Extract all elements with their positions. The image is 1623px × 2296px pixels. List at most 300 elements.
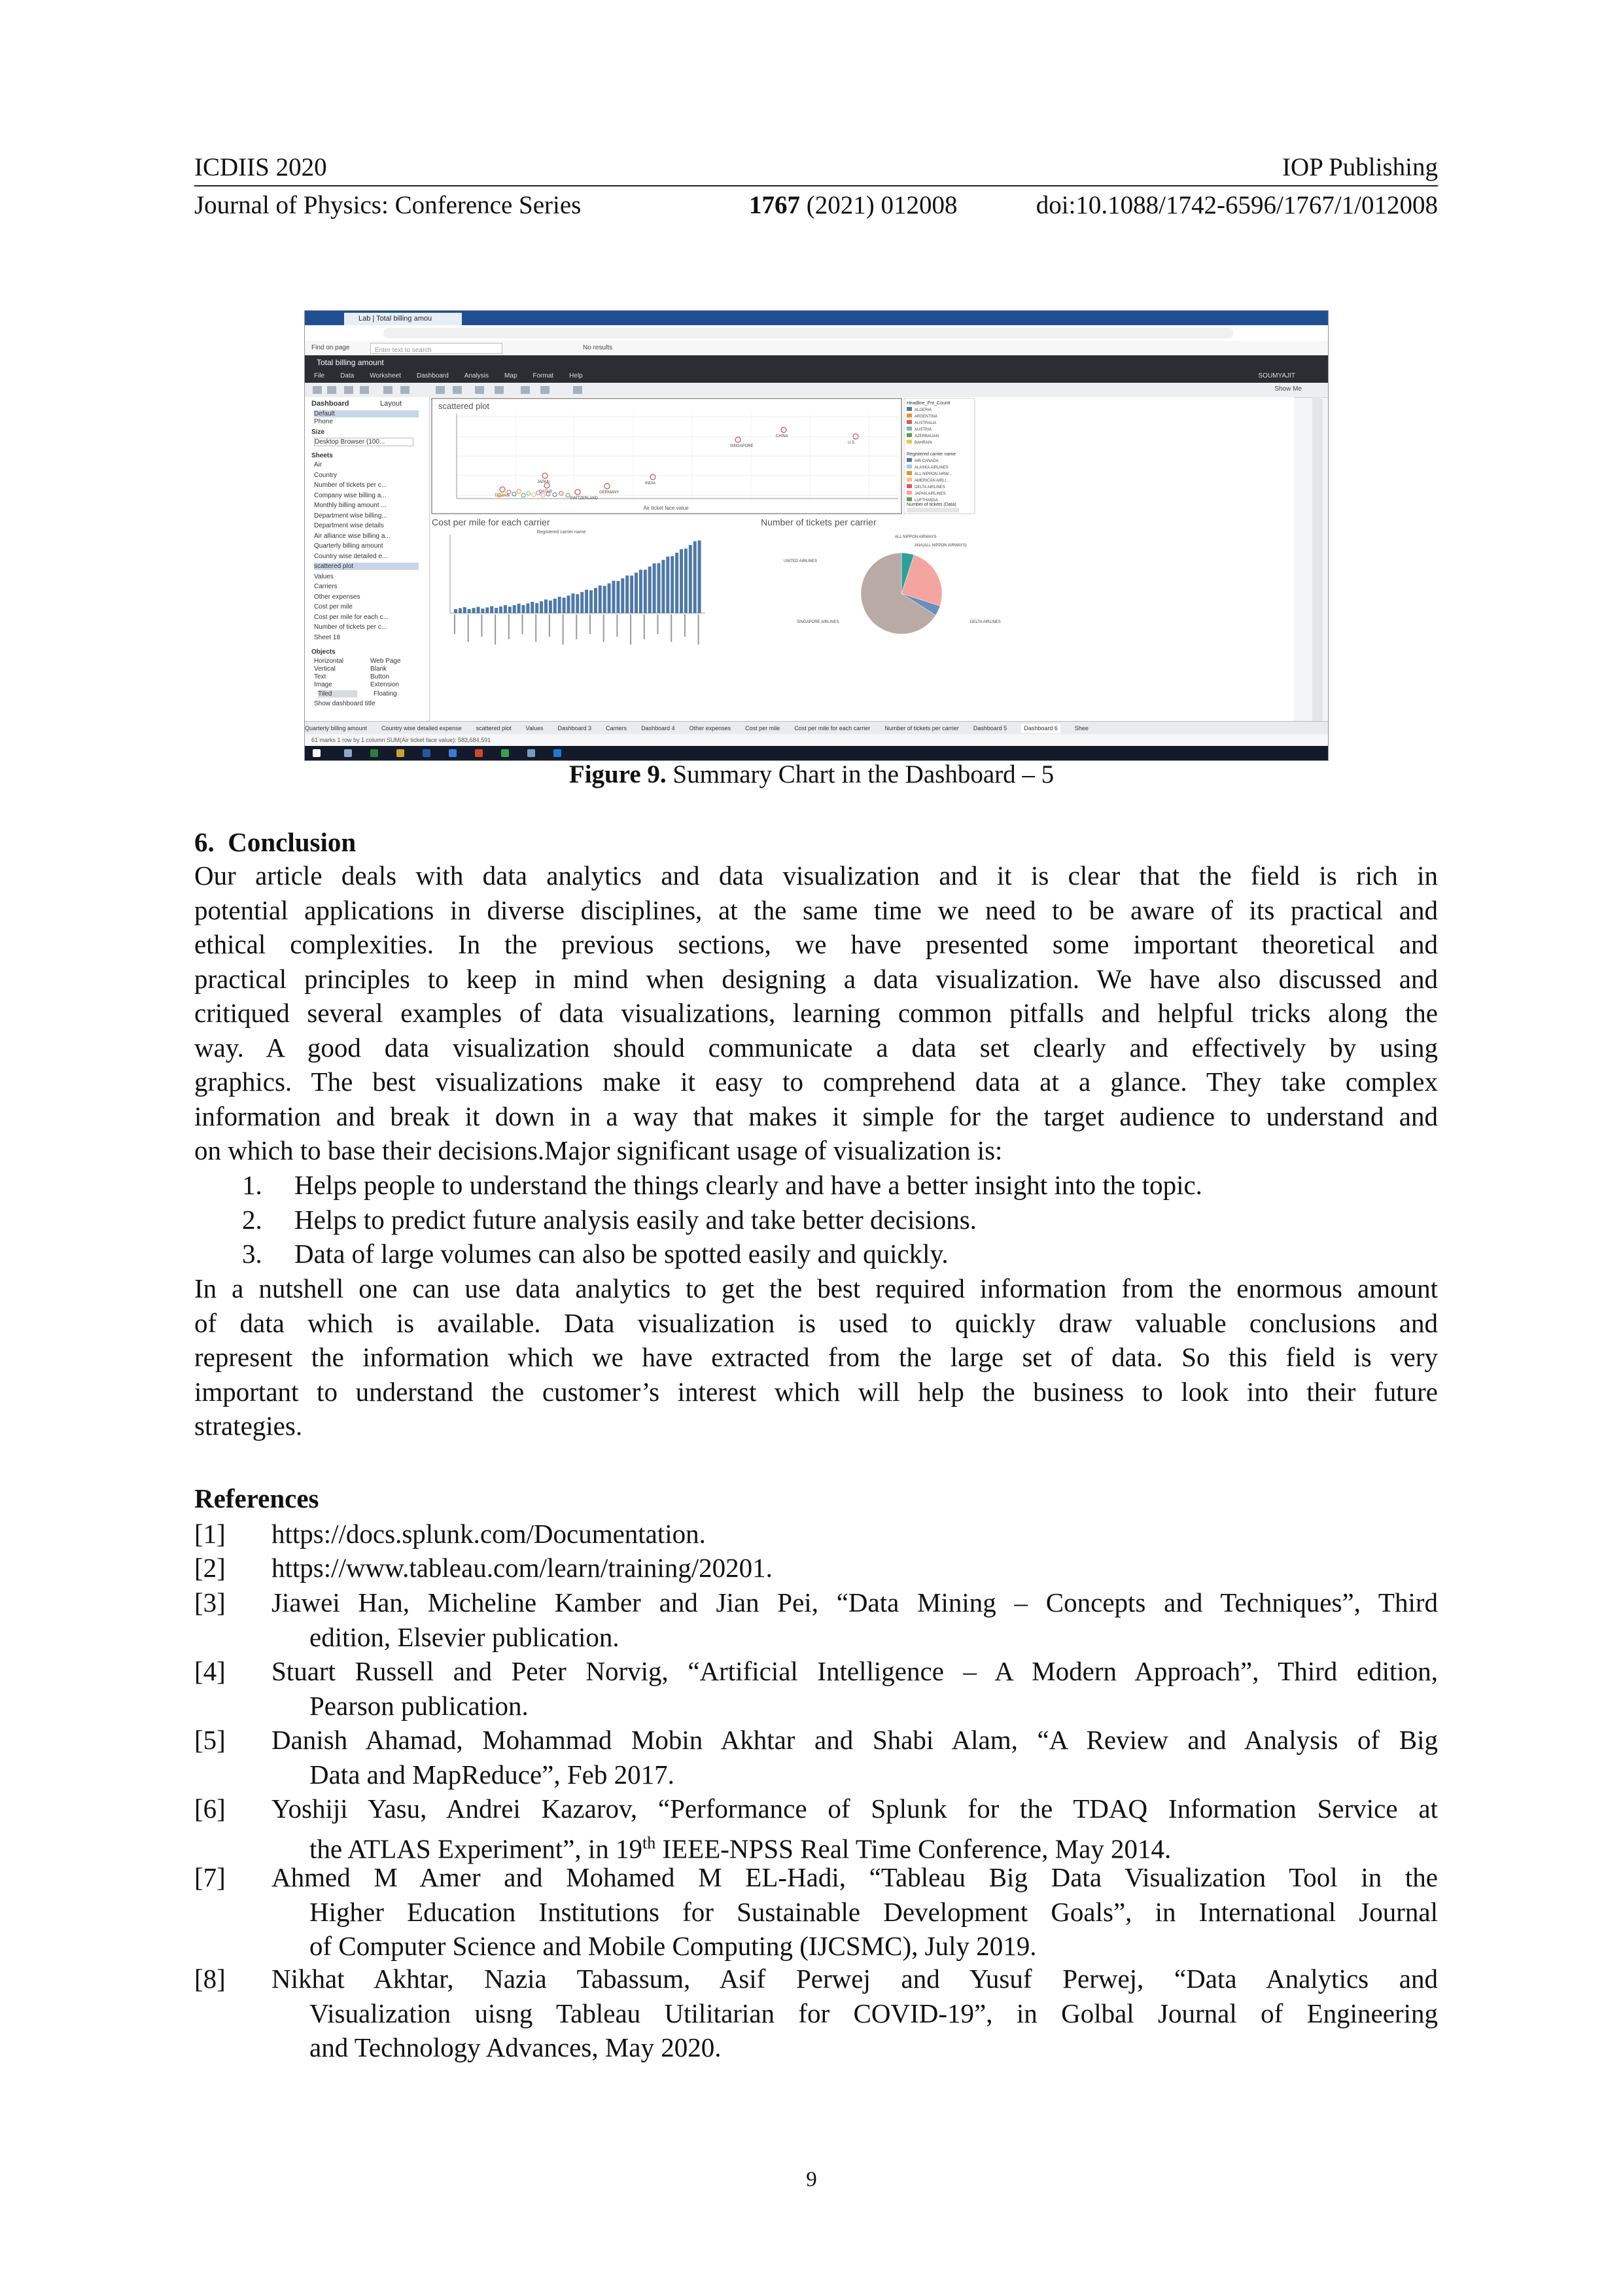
bar (671, 556, 674, 613)
reference-line (271, 1689, 1438, 1723)
sheet-tab: scattered plot (476, 725, 512, 732)
bar (680, 549, 683, 613)
sheet-list-item: Quarterly billing amount (314, 542, 383, 550)
toolbar-icon (540, 386, 550, 394)
start-icon (313, 749, 321, 757)
legend-swatch (907, 414, 912, 417)
reference-line (271, 1962, 1438, 1996)
device-default: Default (314, 410, 419, 417)
toolbar-icon (573, 386, 582, 394)
scatter-point-label: QATAR (539, 490, 552, 494)
tiled-option: Tiled (318, 690, 357, 698)
toolbar-icon (453, 386, 462, 394)
sheet-tab: Number of tickets per carrier (884, 725, 959, 732)
reference-tail: IEEE-NPSS Real Time Conference, May 2014. (655, 1833, 1172, 1864)
bar (535, 603, 538, 613)
sheet-list-item: Other expenses (314, 593, 360, 601)
paragraph-line: potential applications in diverse disciplines, at the same time we need to be aware of its practical and (194, 894, 1438, 925)
bar (531, 602, 534, 613)
legend-label: AUSTRIA (915, 428, 932, 432)
pie-title: Number of tickets per carrier (761, 517, 877, 527)
list-number: 3. (242, 1239, 262, 1269)
publisher-name: IOP Publishing (1282, 153, 1438, 181)
bar (508, 607, 512, 613)
bar (698, 540, 701, 613)
reference-number: [4] (194, 1656, 226, 1686)
bar-tick-label (549, 614, 550, 637)
reference-line-text: Nikhat Akhtar, Nazia Tabassum, Asif Perwej and Yusuf Perwej, “Data Analytics and (271, 1964, 1438, 1994)
sheet-list-item: Number of tickets per c... (314, 624, 387, 631)
reference-line-text: Danish Ahamad, Mohammad Mobin Akhtar and Shabi Alam, “A Review and Analysis of Big (271, 1725, 1438, 1755)
legend3-title: Number of tickets (Data) (907, 503, 956, 507)
legend-swatch (907, 465, 912, 468)
find-label: Find on page (311, 344, 350, 351)
bar (630, 576, 633, 613)
bar (517, 604, 521, 613)
reference-line-text: Ahmed M Amer and Mohamed M EL-Hadi, “Tableau Big Data Visualization Tool in the (271, 1862, 1438, 1892)
scatter-point-label: INDIA (645, 482, 656, 486)
status-bar: 61 marks 1 row by 1 column SUM(Air ticket face value): 583,684,591 (305, 734, 1328, 746)
toolbar-icon (360, 386, 369, 394)
reference-line (271, 1757, 1438, 1792)
bar (522, 605, 525, 613)
pie-label: ALL NIPPON AIRWAYS (895, 535, 937, 539)
object-item: Text (314, 673, 326, 680)
journal-name: Journal of Physics: Conference Series (194, 191, 582, 219)
sheet-list-item: Monthly billing amount ... (314, 502, 387, 509)
bar (526, 603, 529, 613)
scatter-title: scattered plot (438, 401, 490, 411)
sheet-list-item: Country (314, 471, 338, 479)
bar (599, 586, 602, 613)
bar-tick-label (522, 614, 523, 634)
scatter-point-label: JAPAN (537, 480, 550, 484)
header-rule (194, 185, 1438, 186)
dashboard-tab: Dashboard (311, 400, 349, 408)
taskbar-icon (501, 749, 509, 757)
bar (477, 607, 480, 613)
bar (563, 597, 566, 613)
figure-caption (0, 759, 1623, 790)
taskbar-icon (396, 749, 404, 757)
paragraph-line: critiqued several examples of data visualizations, learning common pitfalls and helpful tricks along the (194, 998, 1438, 1028)
reference-line-text: of Computer Science and Mobile Computing (IJCSMC), July 2019. (309, 1931, 1037, 1961)
reference-text (271, 1962, 1438, 2065)
legend-label: JAPAN AIRLINES (915, 492, 946, 496)
scatter-point-label: SWITZERLAND (570, 497, 599, 501)
legend-swatch (907, 484, 912, 488)
bar (571, 593, 574, 613)
sheet-tab: Quarterly billing amount (305, 725, 368, 732)
list-text: Helps people to understand the things clearly and have a better insight into the topic. (294, 1170, 1202, 1200)
legend-swatch (907, 491, 912, 495)
legend-swatch (907, 440, 912, 444)
object-item: Horizontal (314, 658, 344, 665)
reference-number: [2] (194, 1553, 226, 1583)
bar (485, 607, 489, 613)
bar (544, 599, 548, 613)
doi: doi:10.1088/1742-6596/1767/1/012008 (1036, 191, 1438, 219)
sheet-list-item: Department wise billing... (314, 512, 387, 520)
toolbar (305, 383, 1328, 398)
reference-line-text: Yoshiji Yasu, Andrei Kazarov, “Performance of Splunk for the TDAQ Information Service at (271, 1793, 1438, 1824)
bar (616, 581, 620, 613)
legend-label: ALASKA AIRLINES (915, 466, 949, 470)
sheet-tab: Country wise detailed expense (381, 725, 462, 732)
menu-format: Format (532, 372, 554, 380)
figure-caption-text: Summary Chart in the Dashboard – 5 (666, 760, 1055, 788)
dashboard-charts (430, 397, 1294, 721)
toolbar-icon (521, 386, 530, 394)
legend-label: DELTA AIRLINES (915, 486, 945, 489)
section-number: 6. (194, 827, 215, 857)
sheet-tab: Cost per mile for each carrier (794, 725, 871, 732)
bar (603, 586, 606, 613)
legend-swatch (907, 497, 912, 501)
bar (608, 584, 611, 613)
reference-text (271, 1517, 1438, 1551)
reference-number: [7] (194, 1862, 226, 1892)
paragraph-line: important to understand the customer’s interest which will help the business to look into their future (194, 1376, 1438, 1407)
bar (490, 606, 493, 613)
user-name: SOUMYAJIT (1258, 372, 1295, 380)
bar (612, 581, 616, 613)
app-menu (305, 370, 1328, 383)
reference-line-text: https://docs.splunk.com/Documentation. (271, 1519, 706, 1549)
reference-line (271, 1860, 1438, 1895)
bar-title: Cost per mile for each carrier (432, 517, 550, 527)
bar (648, 567, 652, 613)
bar (585, 590, 588, 613)
list-number: 2. (242, 1204, 262, 1235)
pie-label: DELTA AIRLINES (970, 620, 1001, 624)
bar (540, 601, 543, 613)
sheet-tab: Dashboard 5 (973, 725, 1007, 732)
dashboard-panel (305, 397, 430, 721)
reference-text (271, 1551, 1438, 1585)
bar (504, 605, 507, 613)
menu-analysis: Analysis (464, 372, 489, 380)
reference-line (271, 1551, 1438, 1585)
legend-label: ALL NIPPON AIRW... (915, 472, 952, 476)
bar (454, 609, 457, 613)
bar (567, 595, 570, 613)
bar (495, 608, 498, 613)
dashboard-screenshot (304, 310, 1329, 761)
paragraph-line: represent the information which we have extracted from the large set of data. So this field is very (194, 1342, 1438, 1372)
reference-line (271, 1929, 1438, 1964)
conference-name: ICDIIS 2020 (194, 153, 327, 181)
reference-line (271, 1895, 1438, 1930)
scatter-point-label: TAIWAN (495, 494, 510, 498)
bar-tick-label (576, 614, 577, 639)
sheet-list-item: Country wise detailed e... (314, 552, 388, 560)
taskbar-icon (475, 749, 483, 757)
superscript: th (642, 1833, 656, 1852)
show-title-checkbox: Show dashboard title (314, 700, 375, 707)
toolbar-icon (495, 386, 504, 394)
bar-tick-label (603, 614, 604, 642)
menu-dashboard: Dashboard (416, 372, 449, 380)
menu-file: File (314, 372, 325, 380)
reference-line (271, 1585, 1438, 1620)
bar (666, 557, 669, 613)
bar-tick-label (468, 614, 469, 642)
scatter-point-label: CHINA (776, 434, 788, 438)
toolbar-icon (400, 386, 410, 394)
paragraph-line: way. A good data visualization should communicate a data set clearly and effectively by using (194, 1032, 1438, 1063)
reference-text (271, 1792, 1438, 1866)
sheet-list-item: Carriers (314, 583, 338, 590)
paragraph-line: on which to base their decisions.Major significant usage of visualization is: (194, 1135, 1003, 1165)
reference-text (271, 1723, 1438, 1792)
legend-label: ALGERIA (915, 408, 932, 412)
sheet-list-item: Sheet 18 (314, 633, 341, 641)
legend-label: AZERBAIJAN (915, 434, 939, 438)
browser-tab: Lab | Total billing amou (344, 313, 462, 325)
legend3-bar (907, 508, 959, 512)
reference-line-text: Visualization uisng Tableau Utilitarian for COVID-19”, in Golbal Journal of Engineering (309, 1998, 1438, 2028)
pie-label: ANA(ALL NIPPON AIRWAYS) (915, 544, 967, 548)
taskbar-icon (344, 749, 352, 757)
reference-number: [6] (194, 1793, 226, 1824)
legend-swatch (907, 420, 912, 424)
show-me: Show Me (1274, 385, 1302, 393)
pie-chart (784, 535, 1001, 634)
scatter-point-label: U.S. (848, 441, 856, 445)
volume-info (749, 190, 957, 221)
legend-swatch (907, 478, 912, 482)
sheet-list-item: Air alliance wise billing a... (314, 532, 391, 540)
toolbar-icon (383, 386, 393, 394)
reference-line-text: Stuart Russell and Peter Norvig, “Artificial Intelligence – A Modern Approach”, Third edition, (271, 1656, 1438, 1686)
reference-line (271, 2030, 1438, 2065)
bar (661, 560, 665, 613)
taskbar-icon (370, 749, 378, 757)
list-item (242, 1203, 977, 1237)
size-select: Desktop Browser (100... (314, 438, 413, 446)
bar (653, 563, 656, 613)
bar (693, 541, 697, 613)
reference-number: [1] (194, 1519, 226, 1549)
reference-line (271, 1517, 1438, 1551)
paragraph-line: practical principles to keep in mind when designing a data visualization. We have also discussed and (194, 963, 1438, 994)
paragraph-line: strategies. (194, 1411, 303, 1441)
reference-line-text: Jiawei Han, Micheline Kamber and Jian Pei, “Data Mining – Concepts and Techniques”, Third (271, 1587, 1438, 1617)
find-placeholder: Enter text to search (375, 347, 432, 354)
browser-tab-bar (305, 311, 1328, 325)
bar (657, 563, 661, 613)
menu-worksheet: Worksheet (370, 372, 401, 380)
bar (463, 607, 466, 613)
reference-text (271, 1654, 1438, 1723)
paragraph-line: Our article deals with data analytics and data visualization and it is clear that the field is rich in (194, 860, 1438, 891)
references-heading: References (194, 1483, 319, 1513)
toolbar-icon (475, 386, 484, 394)
find-bar (305, 341, 1328, 356)
bar (481, 609, 484, 613)
paragraph-line: In a nutshell one can use data analytics to get the best required information from the enormous amount (194, 1273, 1438, 1303)
list-number: 1. (242, 1170, 262, 1200)
reference-line (271, 1996, 1438, 2031)
bar-tick-label (535, 614, 536, 642)
objects-label: Objects (311, 648, 336, 656)
sheet-list-item: Company wise billing a... (314, 491, 387, 499)
legend-label: AMERICAN AIRLI... (915, 479, 950, 483)
reference-line-text: and Technology Advances, May 2020. (309, 2032, 722, 2062)
legend-label: BAHRAIN (915, 441, 932, 445)
reference-number: [3] (194, 1587, 226, 1617)
object-item: Extension (370, 681, 399, 688)
legend-swatch (907, 471, 912, 475)
bar (589, 590, 593, 613)
url-field (383, 328, 1234, 338)
volume-number: 1767 (749, 191, 800, 219)
sheet-tabs (305, 721, 1328, 735)
scatter-point-label: SINGAPORE (730, 444, 754, 448)
toolbar-icon (436, 386, 445, 394)
bar (513, 605, 516, 613)
paragraph-line: graphics. The best visualizations make it easy to comprehend data at a glance. They take complex (194, 1067, 1438, 1097)
bar-tick-label (589, 614, 591, 634)
paragraph-line: of data which is available. Data visualization is used to quickly draw valuable conclusions and (194, 1307, 1438, 1338)
bar (625, 576, 629, 613)
reference-line-text: https://www.tableau.com/learn/training/20201. (271, 1553, 773, 1583)
find-results: No results (583, 344, 613, 351)
sheet-tab: Dashboard 6 (1021, 724, 1060, 733)
pie-label: UNITED AIRLINES (784, 559, 818, 563)
sheet-list-item: Number of tickets per c... (314, 482, 387, 489)
object-item: Image (314, 681, 332, 688)
bar (621, 578, 624, 613)
bar-tick-label (563, 614, 564, 645)
reference-line-text: Data and MapReduce”, Feb 2017. (309, 1759, 674, 1790)
page-number: 9 (806, 2168, 817, 2191)
bar-tick-label (630, 614, 631, 645)
bar (689, 545, 692, 613)
bar (675, 553, 678, 613)
list-item (242, 1237, 949, 1271)
legend1-title: Headline_Pnt_Countr (907, 401, 951, 406)
menu-map: Map (504, 372, 517, 380)
paragraph-line: ethical complexities. In the previous sections, we have presented some important theoretical and (194, 929, 1438, 959)
scatter-x-label: Air ticket face value (643, 505, 689, 511)
dashboard-canvas (430, 397, 1294, 721)
figure-label: Figure 9. (568, 760, 667, 788)
bar (644, 570, 647, 613)
bar-tick-label (481, 614, 482, 637)
scatter-point-label: GERMANY (599, 491, 620, 495)
bar (639, 570, 642, 613)
sheet-tab: Values (525, 725, 544, 732)
layout-tab: Layout (380, 400, 402, 408)
find-input (370, 343, 502, 354)
size-label: Size (311, 429, 325, 436)
toolbar-icon (313, 386, 322, 394)
app-title: Total billing amount (305, 355, 1328, 370)
object-item: Vertical (314, 665, 336, 673)
legend-label: ARGENTINA (915, 415, 938, 419)
floating-option: Floating (374, 690, 397, 698)
bar-tick-label (454, 614, 455, 634)
windows-taskbar (305, 746, 1328, 760)
legend-label: AIR CANADA (915, 459, 939, 463)
bar (594, 588, 597, 613)
bar-tick-label (644, 614, 645, 639)
legend-swatch (907, 433, 912, 437)
menu-data: Data (340, 372, 355, 380)
legend-swatch (907, 458, 912, 462)
bar-tick-label (657, 614, 659, 634)
bar-tick-label (698, 614, 699, 645)
sheet-tab: Carriers (606, 725, 627, 732)
taskbar-icon (449, 749, 457, 757)
reference-line (271, 1654, 1438, 1689)
sheet-list-item: scattered plot (314, 563, 419, 570)
sheet-tab: Shee (1074, 725, 1089, 732)
bar-chart (450, 535, 705, 645)
reference-line (271, 1792, 1438, 1826)
reference-text (271, 1585, 1438, 1654)
bar (459, 608, 462, 613)
reference-line-text: Pearson publication. (309, 1690, 529, 1721)
sheet-tab: Other expenses (689, 725, 731, 732)
sheet-list-item: Air (314, 461, 323, 468)
year-issue: (2021) 012008 (800, 191, 958, 219)
reference-line (271, 1723, 1438, 1757)
reference-line-text: Higher Education Institutions for Sustainable Development Goals”, in International Journal (309, 1896, 1438, 1927)
list-text: Helps to predict future analysis easily and take better decisions. (294, 1204, 977, 1235)
bar-tick-label (616, 614, 618, 637)
device-phone: Phone (314, 418, 333, 425)
taskbar-icon (423, 749, 430, 757)
list-item (242, 1168, 1202, 1203)
bar-subtitle: Registered carrier name (536, 530, 586, 535)
toolbar-icon (327, 386, 336, 394)
reference-text (271, 1860, 1438, 1964)
legend-swatch (907, 407, 912, 411)
section-heading (194, 826, 356, 858)
legend-swatch (907, 427, 912, 431)
sheet-tab: Dashboard 4 (641, 725, 675, 732)
bar (468, 609, 471, 613)
list-text: Data of large volumes can also be spotted easily and quickly. (294, 1239, 949, 1269)
legend-label: AUSTRALIA (915, 421, 937, 425)
bar-tick-label (671, 614, 672, 642)
toolbar-icon (344, 386, 353, 394)
sheet-list-item: Cost per mile for each c... (314, 613, 389, 621)
address-bar (305, 325, 1328, 342)
bar (580, 592, 584, 613)
object-item: Blank (370, 665, 387, 673)
object-item: Button (370, 673, 389, 680)
bar (499, 607, 502, 613)
bar (553, 599, 557, 613)
sheet-tab: Dashboard 3 (557, 725, 592, 732)
reference-line-text: the ATLAS Experiment”, in 19 (309, 1833, 642, 1864)
section-title: Conclusion (228, 827, 357, 857)
bar-tick-label (495, 614, 496, 645)
menu-help: Help (569, 372, 583, 380)
sheet-tab: Cost per mile (745, 725, 780, 732)
bar-tick-label (508, 614, 510, 639)
bar (549, 601, 552, 613)
object-item: Web Page (370, 658, 401, 665)
bar (635, 573, 638, 613)
bar (472, 608, 476, 613)
legend-label: LUFTHANSA (915, 499, 938, 503)
reference-line (271, 1620, 1438, 1655)
